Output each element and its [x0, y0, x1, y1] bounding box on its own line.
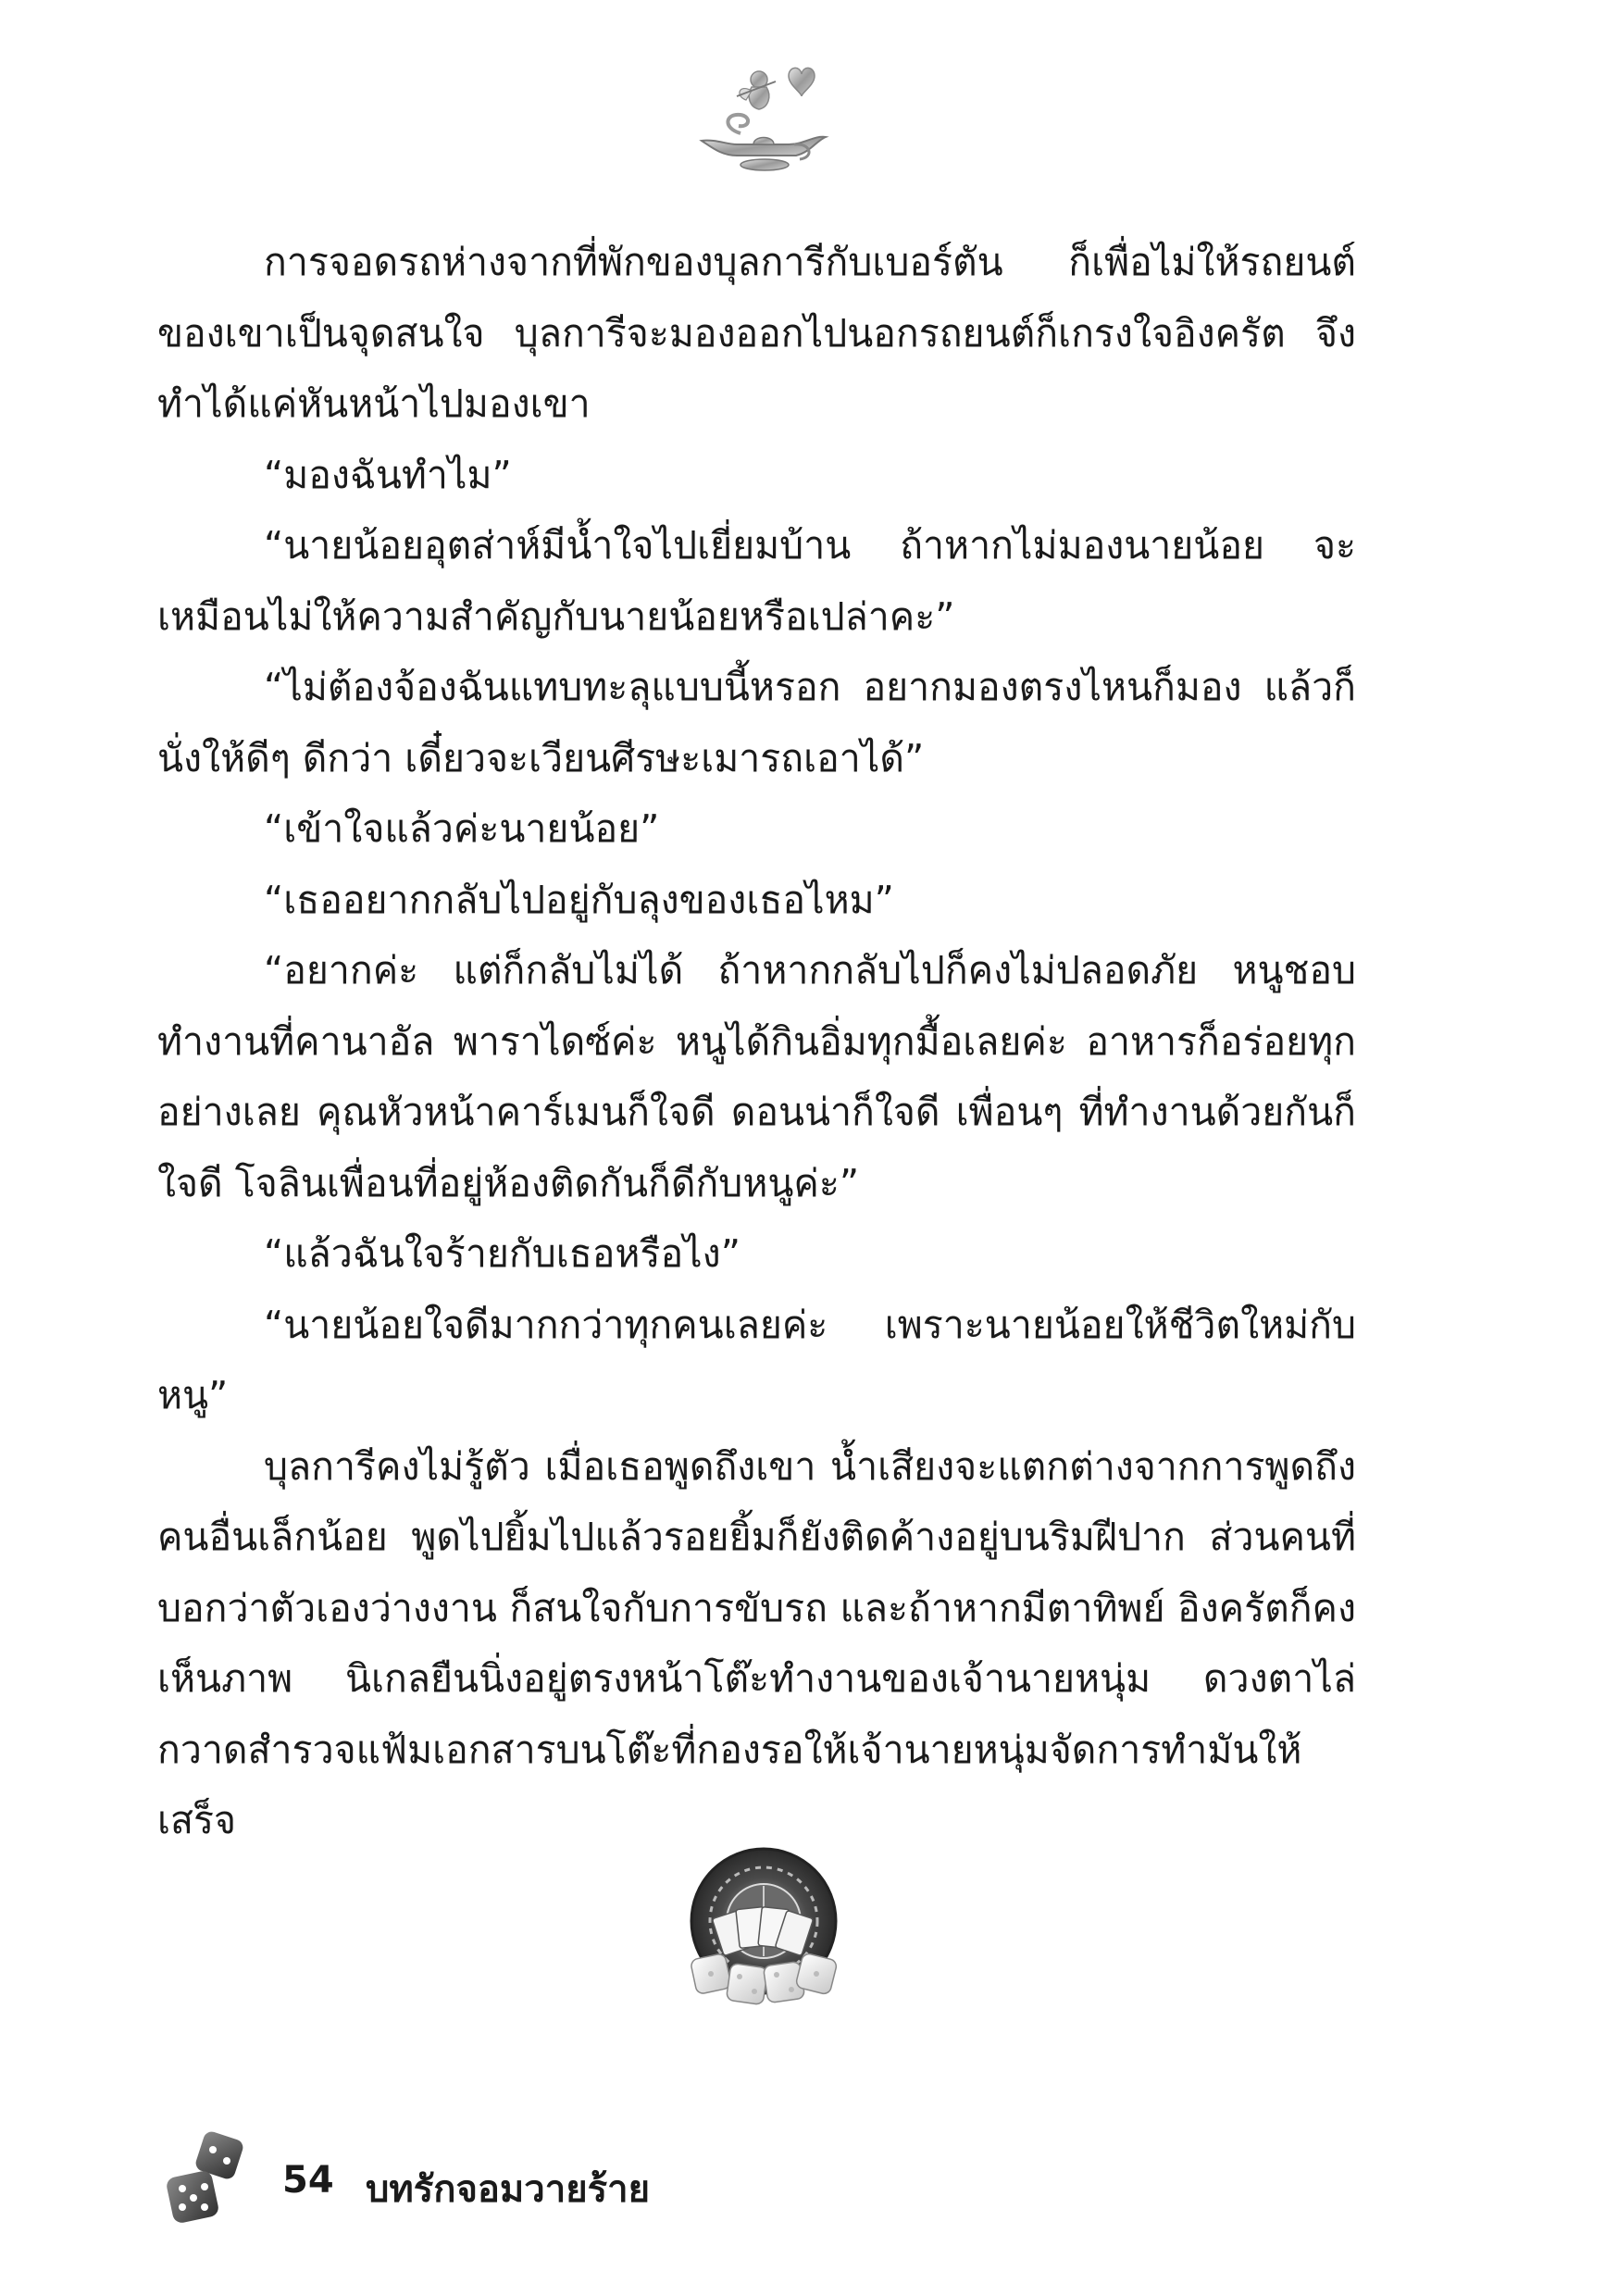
book-title: บทรักจอมวายร้าย: [366, 2168, 651, 2211]
paragraph: “อยากค่ะ แต่ก็กลับไม่ได้ ถ้าหากกลับไปก็คงไม่ปลอดภัย หนูชอบทำงานที่คานาอัล พาราไดซ์ค่ะ หนูได้กินอิ่มทุกมื้อเลยค่ะ อาหารก็อร่อยทุกอย่างเลย คุณหัวหน้าคาร์เมนก็ใจดี ดอนน่าก็ใจดี เพื่อนๆ ที่ทำงานด้วยกันก็ใจดี โจลินเพื่อนที่อยู่ห้องติดกันก็ดีกับหนูค่ะ”: [157, 948, 1356, 1205]
paragraph: “แล้วฉันใจร้ายกับเธอหรือไง”: [264, 1231, 741, 1276]
paragraph: บุลการีคงไม่รู้ตัว เมื่อเธอพูดถึงเขา น้ำเสียงจะแตกต่างจากการพูดถึงคนอื่นเล็กน้อย พูดไปยิ้มไปแล้วรอยยิ้มก็ยังติดค้างอยู่บนริมฝีปาก ส่วนคนที่บอกว่าตัวเองว่างงาน ก็สนใจกับการขับรถ และถ้าหากมีตาทิพย์ อิงครัตก็คงเห็นภาพ นิเกลยืนนิ่งอยู่ตรงหน้าโต๊ะทำงานของเจ้านายหนุ่ม ดวงตาไล่กวาดสำรวจแฟ้มเอกสารบนโต๊ะที่กองรอให้เจ้านายหนุ่มจัดการทำมันให้เสร็จ: [157, 1443, 1356, 1842]
paragraph: “เธออยากกลับไปอยู่กับลุงของเธอไหม”: [264, 877, 894, 922]
body-text: [157, 227, 1356, 1856]
paragraph: การจอดรถห่างจากที่พักของบุลการีกับเบอร์ตัน ก็เพื่อไม่ให้รถยนต์ของเขาเป็นจุดสนใจ บุลการีจะมองออกไปนอกรถยนต์ก็เกรงใจอิงครัต จึงทำได้แค่หันหน้าไปมองเขา: [157, 240, 1356, 426]
paragraph: “มองฉันทำไม”: [264, 452, 512, 497]
page-number: 54: [282, 2159, 334, 2202]
paragraph: “ไม่ต้องจ้องฉันแทบทะลุแบบนี้หรอก อยากมองตรงไหนก็มอง แล้วก็นั่งให้ดีๆ ดีกว่า เดี๋ยวจะเวียนศีรษะเมารถเอาได้”: [157, 665, 1356, 780]
page-footer: [162, 2129, 810, 2231]
paragraph: “เข้าใจแล้วค่ะนายน้อย”: [264, 806, 660, 851]
cupid-lamp-icon: [685, 56, 833, 176]
roulette-cards-dice-icon: [680, 1847, 847, 2009]
dice-icon: [162, 2129, 264, 2231]
paragraph: “นายน้อยอุตส่าห์มีน้ำใจไปเยี่ยมบ้าน ถ้าหากไม่มองนายน้อย จะเหมือนไม่ให้ความสำคัญกับนายน้อยหรือเปล่าคะ”: [157, 523, 1356, 639]
paragraph: “นายน้อยใจดีมากกว่าทุกคนเลยค่ะ เพราะนายน้อยให้ชีวิตใหม่กับหนู”: [157, 1302, 1356, 1417]
